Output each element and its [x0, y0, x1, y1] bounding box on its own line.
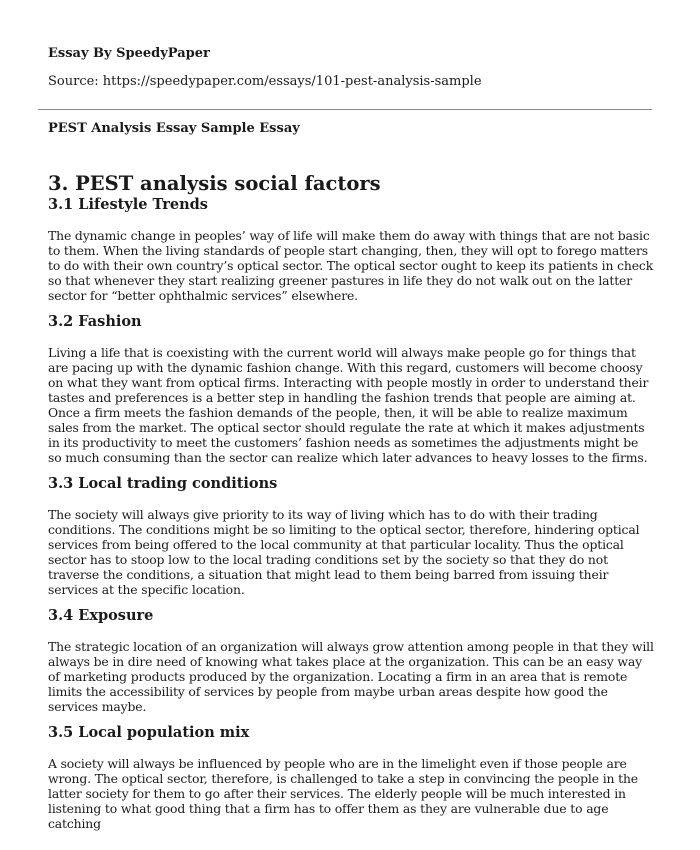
- subsection-text-lifestyle-trends: The dynamic change in peoples’ way of life will make them do away with things that are not basic to them. When the living standards of people start changing, then, they will opt to forego matters to do with their own country’s optical sector. The optical sector ought to keep its patients in check so that whenever they start realizing greener pastures in life they do not walk out on the latter sector for “better ophthalmic services” elsewhere.: [48, 228, 654, 303]
- essay-body: [48, 172, 655, 831]
- header-divider: [38, 109, 652, 110]
- essay-source: Source: https://speedypaper.com/essays/101-pest-analysis-sample: [48, 74, 482, 89]
- document-title: PEST Analysis Essay Sample Essay: [48, 121, 300, 136]
- subsection-title-lifestyle-trends: 3.1 Lifestyle Trends: [48, 196, 208, 213]
- subsection-text-fashion: Living a life that is coexisting with the current world will always make people go for things that are pacing up with the dynamic fashion change. With this regard, customers will become choosy on what they want from optical firms. Interacting with people mostly in order to understand their tastes and preferences is a better step in handling the fashion trends that people are aiming at. Once a firm meets the fashion demands of the people, then, it will be able to realize maximum sales from the market. The optical sector should regulate the rate at which it makes adjustments in its productivity to meet the customers’ fashion needs as sometimes the adjustments might be so much consuming than the sector can realize which later advances to heavy losses to the firms.: [48, 345, 649, 465]
- subsection-text-exposure: The strategic location of an organization will always grow attention among people in that they will always be in dire need of knowing what takes place at the organization. This can be an easy way of marketing products produced by the organization. Locating a firm in an area that is remote limits the accessibility of services by people from maybe urban areas despite how good the services maybe.: [48, 639, 654, 714]
- section-title: 3. PEST analysis social factors: [48, 172, 381, 195]
- subsection-title-exposure: 3.4 Exposure: [48, 607, 154, 624]
- subsection-title-local-trading-conditions: 3.3 Local trading conditions: [48, 475, 278, 492]
- subsection-text-local-trading-conditions: The society will always give priority to its way of living which has to do with their trading conditions. The conditions might be so limiting to the optical sector, therefore, hindering optical services from being offered to the local community at that particular locality. Thus the optical sector has to stoop low to the local trading conditions set by the society so that they do not traverse the conditions, a situation that might lead to them being barred from issuing their services at the specific location.: [48, 507, 640, 597]
- essay-author: Essay By SpeedyPaper: [48, 46, 210, 61]
- subsection-title-fashion: 3.2 Fashion: [48, 313, 142, 330]
- document-header: [48, 46, 658, 90]
- subsection-title-local-population-mix: 3.5 Local population mix: [48, 724, 250, 741]
- subsection-text-local-population-mix: A society will always be influenced by people who are in the limelight even if those people are wrong. The optical sector, therefore, is challenged to take a step in convincing the people in the latter society for them to go after their services. The elderly people will be much interested in listening to what good thing that a firm has to offer them as they are vulnerable due to age catching: [48, 756, 638, 831]
